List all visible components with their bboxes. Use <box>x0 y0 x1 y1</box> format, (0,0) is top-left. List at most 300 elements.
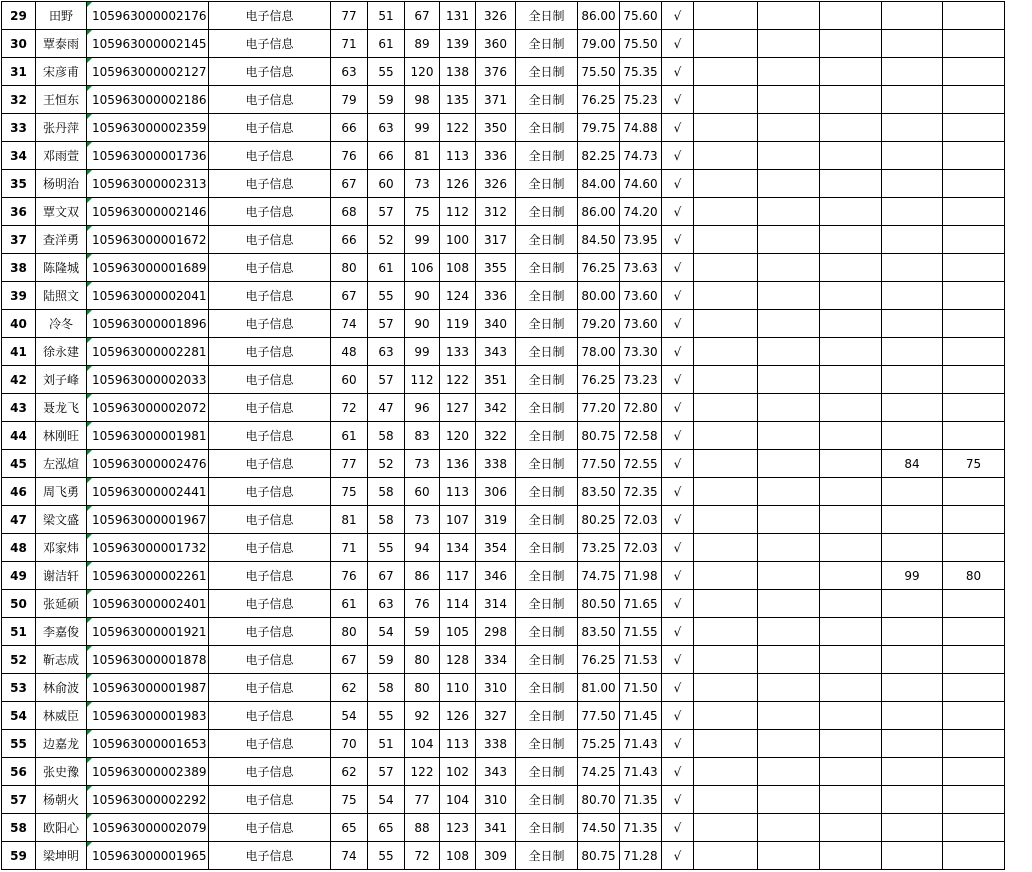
cell-row-number[interactable]: 39 <box>2 282 36 310</box>
cell-empty[interactable] <box>694 814 758 842</box>
cell-empty[interactable] <box>820 646 882 674</box>
cell-score-1[interactable]: 62 <box>331 758 368 786</box>
cell-extra-2[interactable] <box>943 758 1005 786</box>
cell-total-score[interactable]: 319 <box>476 506 516 534</box>
cell-empty[interactable] <box>820 506 882 534</box>
cell-exam-id[interactable]: 105963000002186 <box>87 86 209 114</box>
cell-extra-1[interactable] <box>882 814 943 842</box>
cell-row-number[interactable]: 59 <box>2 842 36 870</box>
cell-row-number[interactable]: 40 <box>2 310 36 338</box>
cell-study-type[interactable]: 全日制 <box>516 506 578 534</box>
cell-extra-2[interactable] <box>943 198 1005 226</box>
cell-empty[interactable] <box>694 646 758 674</box>
cell-major[interactable]: 电子信息 <box>209 758 331 786</box>
cell-score-1[interactable]: 65 <box>331 814 368 842</box>
cell-score-2[interactable]: 51 <box>368 730 405 758</box>
cell-extra-1[interactable] <box>882 478 943 506</box>
cell-score-4[interactable]: 139 <box>440 30 476 58</box>
cell-score-1[interactable]: 60 <box>331 366 368 394</box>
cell-score-4[interactable]: 114 <box>440 590 476 618</box>
cell-extra-1[interactable]: 84 <box>882 450 943 478</box>
cell-score-1[interactable]: 67 <box>331 646 368 674</box>
cell-score-3[interactable]: 77 <box>405 786 440 814</box>
cell-empty[interactable] <box>820 142 882 170</box>
cell-exam-id[interactable]: 105963000001878 <box>87 646 209 674</box>
cell-empty[interactable] <box>694 842 758 870</box>
cell-score-3[interactable]: 122 <box>405 758 440 786</box>
cell-score-1[interactable]: 54 <box>331 702 368 730</box>
cell-score-1[interactable]: 68 <box>331 198 368 226</box>
cell-study-type[interactable]: 全日制 <box>516 170 578 198</box>
cell-total-score[interactable]: 343 <box>476 758 516 786</box>
cell-interview-score[interactable]: 80.70 <box>578 786 620 814</box>
cell-score-3[interactable]: 60 <box>405 478 440 506</box>
cell-score-3[interactable]: 99 <box>405 114 440 142</box>
cell-empty[interactable] <box>694 758 758 786</box>
cell-extra-2[interactable] <box>943 58 1005 86</box>
cell-empty[interactable] <box>758 366 820 394</box>
cell-score-2[interactable]: 58 <box>368 506 405 534</box>
cell-score-3[interactable]: 90 <box>405 310 440 338</box>
cell-name[interactable]: 徐永建 <box>36 338 87 366</box>
cell-score-2[interactable]: 58 <box>368 674 405 702</box>
cell-extra-1[interactable] <box>882 506 943 534</box>
cell-row-number[interactable]: 51 <box>2 618 36 646</box>
cell-check-mark[interactable]: √ <box>662 534 694 562</box>
cell-total-score[interactable]: 312 <box>476 198 516 226</box>
cell-empty[interactable] <box>694 478 758 506</box>
cell-final-score[interactable]: 72.58 <box>620 422 662 450</box>
cell-extra-1[interactable] <box>882 786 943 814</box>
cell-score-3[interactable]: 73 <box>405 506 440 534</box>
cell-empty[interactable] <box>758 282 820 310</box>
cell-score-4[interactable]: 112 <box>440 198 476 226</box>
cell-study-type[interactable]: 全日制 <box>516 674 578 702</box>
cell-empty[interactable] <box>758 478 820 506</box>
cell-score-2[interactable]: 61 <box>368 254 405 282</box>
cell-score-2[interactable]: 55 <box>368 534 405 562</box>
cell-major[interactable]: 电子信息 <box>209 786 331 814</box>
cell-total-score[interactable]: 341 <box>476 814 516 842</box>
cell-extra-1[interactable] <box>882 422 943 450</box>
cell-score-3[interactable]: 106 <box>405 254 440 282</box>
cell-major[interactable]: 电子信息 <box>209 58 331 86</box>
cell-final-score[interactable]: 73.60 <box>620 310 662 338</box>
cell-empty[interactable] <box>694 142 758 170</box>
cell-extra-2[interactable] <box>943 226 1005 254</box>
cell-major[interactable]: 电子信息 <box>209 730 331 758</box>
cell-study-type[interactable]: 全日制 <box>516 282 578 310</box>
cell-name[interactable]: 林刚旺 <box>36 422 87 450</box>
cell-empty[interactable] <box>758 142 820 170</box>
cell-row-number[interactable]: 46 <box>2 478 36 506</box>
cell-empty[interactable] <box>758 590 820 618</box>
cell-score-3[interactable]: 81 <box>405 142 440 170</box>
cell-exam-id[interactable]: 105963000001981 <box>87 422 209 450</box>
cell-study-type[interactable]: 全日制 <box>516 254 578 282</box>
cell-extra-2[interactable] <box>943 142 1005 170</box>
cell-score-2[interactable]: 63 <box>368 590 405 618</box>
cell-empty[interactable] <box>758 170 820 198</box>
cell-check-mark[interactable]: √ <box>662 310 694 338</box>
cell-score-2[interactable]: 65 <box>368 814 405 842</box>
cell-exam-id[interactable]: 105963000002313 <box>87 170 209 198</box>
cell-interview-score[interactable]: 82.25 <box>578 142 620 170</box>
cell-study-type[interactable]: 全日制 <box>516 478 578 506</box>
cell-exam-id[interactable]: 105963000002079 <box>87 814 209 842</box>
cell-study-type[interactable]: 全日制 <box>516 534 578 562</box>
cell-major[interactable]: 电子信息 <box>209 114 331 142</box>
cell-name[interactable]: 边嘉龙 <box>36 730 87 758</box>
cell-score-2[interactable]: 59 <box>368 86 405 114</box>
cell-check-mark[interactable]: √ <box>662 814 694 842</box>
cell-empty[interactable] <box>820 282 882 310</box>
cell-empty[interactable] <box>758 114 820 142</box>
cell-score-1[interactable]: 74 <box>331 842 368 870</box>
cell-row-number[interactable]: 30 <box>2 30 36 58</box>
cell-empty[interactable] <box>758 842 820 870</box>
cell-score-2[interactable]: 63 <box>368 114 405 142</box>
cell-exam-id[interactable]: 105963000001921 <box>87 618 209 646</box>
cell-score-3[interactable]: 120 <box>405 58 440 86</box>
cell-major[interactable]: 电子信息 <box>209 366 331 394</box>
cell-score-2[interactable]: 63 <box>368 338 405 366</box>
cell-interview-score[interactable]: 79.75 <box>578 114 620 142</box>
cell-empty[interactable] <box>758 86 820 114</box>
cell-empty[interactable] <box>820 366 882 394</box>
cell-score-2[interactable]: 57 <box>368 758 405 786</box>
cell-empty[interactable] <box>758 422 820 450</box>
cell-score-3[interactable]: 59 <box>405 618 440 646</box>
cell-major[interactable]: 电子信息 <box>209 842 331 870</box>
cell-final-score[interactable]: 71.35 <box>620 814 662 842</box>
cell-exam-id[interactable]: 105963000001689 <box>87 254 209 282</box>
cell-score-4[interactable]: 136 <box>440 450 476 478</box>
cell-row-number[interactable]: 55 <box>2 730 36 758</box>
cell-empty[interactable] <box>694 534 758 562</box>
cell-score-1[interactable]: 61 <box>331 422 368 450</box>
cell-name[interactable]: 梁文盛 <box>36 506 87 534</box>
cell-final-score[interactable]: 73.95 <box>620 226 662 254</box>
cell-score-1[interactable]: 77 <box>331 2 368 30</box>
cell-name[interactable]: 张史豫 <box>36 758 87 786</box>
cell-check-mark[interactable]: √ <box>662 758 694 786</box>
cell-extra-2[interactable] <box>943 254 1005 282</box>
cell-check-mark[interactable]: √ <box>662 58 694 86</box>
cell-score-2[interactable]: 55 <box>368 842 405 870</box>
cell-empty[interactable] <box>758 254 820 282</box>
cell-exam-id[interactable]: 105963000001983 <box>87 702 209 730</box>
cell-name[interactable]: 覃文双 <box>36 198 87 226</box>
cell-score-4[interactable]: 102 <box>440 758 476 786</box>
cell-empty[interactable] <box>694 366 758 394</box>
cell-study-type[interactable]: 全日制 <box>516 786 578 814</box>
cell-interview-score[interactable]: 80.00 <box>578 282 620 310</box>
cell-check-mark[interactable]: √ <box>662 842 694 870</box>
cell-empty[interactable] <box>694 338 758 366</box>
cell-final-score[interactable]: 71.43 <box>620 758 662 786</box>
cell-major[interactable]: 电子信息 <box>209 534 331 562</box>
cell-extra-1[interactable] <box>882 394 943 422</box>
cell-interview-score[interactable]: 80.25 <box>578 506 620 534</box>
cell-empty[interactable] <box>694 562 758 590</box>
cell-score-4[interactable]: 107 <box>440 506 476 534</box>
cell-score-1[interactable]: 71 <box>331 534 368 562</box>
cell-score-3[interactable]: 99 <box>405 338 440 366</box>
cell-empty[interactable] <box>758 30 820 58</box>
cell-extra-2[interactable] <box>943 114 1005 142</box>
cell-score-2[interactable]: 55 <box>368 58 405 86</box>
cell-interview-score[interactable]: 76.25 <box>578 254 620 282</box>
cell-interview-score[interactable]: 80.75 <box>578 422 620 450</box>
cell-extra-1[interactable] <box>882 86 943 114</box>
cell-extra-2[interactable] <box>943 310 1005 338</box>
cell-empty[interactable] <box>820 674 882 702</box>
cell-final-score[interactable]: 71.55 <box>620 618 662 646</box>
cell-name[interactable]: 杨明治 <box>36 170 87 198</box>
cell-final-score[interactable]: 75.35 <box>620 58 662 86</box>
cell-exam-id[interactable]: 105963000002359 <box>87 114 209 142</box>
cell-score-3[interactable]: 90 <box>405 282 440 310</box>
cell-check-mark[interactable]: √ <box>662 142 694 170</box>
cell-extra-1[interactable] <box>882 842 943 870</box>
cell-name[interactable]: 欧阳心 <box>36 814 87 842</box>
cell-extra-2[interactable] <box>943 814 1005 842</box>
cell-empty[interactable] <box>820 58 882 86</box>
cell-score-3[interactable]: 88 <box>405 814 440 842</box>
cell-score-2[interactable]: 55 <box>368 282 405 310</box>
cell-check-mark[interactable]: √ <box>662 254 694 282</box>
cell-score-4[interactable]: 100 <box>440 226 476 254</box>
cell-score-2[interactable]: 51 <box>368 2 405 30</box>
cell-major[interactable]: 电子信息 <box>209 506 331 534</box>
cell-extra-2[interactable] <box>943 842 1005 870</box>
cell-exam-id[interactable]: 105963000001672 <box>87 226 209 254</box>
cell-total-score[interactable]: 298 <box>476 618 516 646</box>
cell-check-mark[interactable]: √ <box>662 450 694 478</box>
cell-score-3[interactable]: 72 <box>405 842 440 870</box>
cell-name[interactable]: 覃泰雨 <box>36 30 87 58</box>
cell-score-1[interactable]: 81 <box>331 506 368 534</box>
cell-interview-score[interactable]: 75.25 <box>578 730 620 758</box>
cell-extra-1[interactable] <box>882 534 943 562</box>
cell-row-number[interactable]: 58 <box>2 814 36 842</box>
cell-extra-1[interactable] <box>882 646 943 674</box>
cell-score-3[interactable]: 83 <box>405 422 440 450</box>
cell-empty[interactable] <box>694 86 758 114</box>
cell-extra-1[interactable] <box>882 30 943 58</box>
cell-empty[interactable] <box>694 506 758 534</box>
cell-empty[interactable] <box>694 170 758 198</box>
cell-empty[interactable] <box>820 30 882 58</box>
cell-study-type[interactable]: 全日制 <box>516 562 578 590</box>
cell-score-2[interactable]: 55 <box>368 702 405 730</box>
cell-study-type[interactable]: 全日制 <box>516 366 578 394</box>
cell-score-3[interactable]: 112 <box>405 366 440 394</box>
cell-score-1[interactable]: 74 <box>331 310 368 338</box>
cell-row-number[interactable]: 50 <box>2 590 36 618</box>
cell-interview-score[interactable]: 74.50 <box>578 814 620 842</box>
cell-extra-2[interactable] <box>943 394 1005 422</box>
cell-major[interactable]: 电子信息 <box>209 254 331 282</box>
cell-empty[interactable] <box>758 198 820 226</box>
cell-final-score[interactable]: 71.98 <box>620 562 662 590</box>
cell-score-2[interactable]: 57 <box>368 366 405 394</box>
cell-total-score[interactable]: 350 <box>476 114 516 142</box>
cell-total-score[interactable]: 336 <box>476 282 516 310</box>
cell-row-number[interactable]: 48 <box>2 534 36 562</box>
cell-score-4[interactable]: 126 <box>440 702 476 730</box>
cell-total-score[interactable]: 338 <box>476 450 516 478</box>
cell-total-score[interactable]: 314 <box>476 590 516 618</box>
cell-total-score[interactable]: 327 <box>476 702 516 730</box>
cell-score-4[interactable]: 138 <box>440 58 476 86</box>
cell-score-2[interactable]: 47 <box>368 394 405 422</box>
cell-extra-2[interactable] <box>943 786 1005 814</box>
cell-empty[interactable] <box>820 198 882 226</box>
cell-study-type[interactable]: 全日制 <box>516 646 578 674</box>
cell-study-type[interactable]: 全日制 <box>516 226 578 254</box>
cell-interview-score[interactable]: 86.00 <box>578 2 620 30</box>
cell-score-4[interactable]: 108 <box>440 254 476 282</box>
cell-score-3[interactable]: 73 <box>405 170 440 198</box>
cell-empty[interactable] <box>758 730 820 758</box>
cell-score-1[interactable]: 77 <box>331 450 368 478</box>
cell-score-3[interactable]: 92 <box>405 702 440 730</box>
cell-empty[interactable] <box>694 2 758 30</box>
cell-exam-id[interactable]: 105963000002292 <box>87 786 209 814</box>
cell-empty[interactable] <box>694 450 758 478</box>
cell-extra-1[interactable] <box>882 674 943 702</box>
cell-major[interactable]: 电子信息 <box>209 86 331 114</box>
cell-score-4[interactable]: 122 <box>440 114 476 142</box>
cell-check-mark[interactable]: √ <box>662 478 694 506</box>
cell-extra-1[interactable] <box>882 254 943 282</box>
cell-score-1[interactable]: 67 <box>331 282 368 310</box>
cell-final-score[interactable]: 73.60 <box>620 282 662 310</box>
cell-score-2[interactable]: 61 <box>368 30 405 58</box>
cell-name[interactable]: 查洋勇 <box>36 226 87 254</box>
cell-score-4[interactable]: 122 <box>440 366 476 394</box>
cell-score-2[interactable]: 57 <box>368 198 405 226</box>
cell-extra-2[interactable]: 80 <box>943 562 1005 590</box>
cell-major[interactable]: 电子信息 <box>209 814 331 842</box>
cell-total-score[interactable]: 340 <box>476 310 516 338</box>
cell-score-1[interactable]: 76 <box>331 142 368 170</box>
cell-major[interactable]: 电子信息 <box>209 198 331 226</box>
cell-study-type[interactable]: 全日制 <box>516 30 578 58</box>
cell-exam-id[interactable]: 105963000001987 <box>87 674 209 702</box>
cell-score-3[interactable]: 89 <box>405 30 440 58</box>
cell-total-score[interactable]: 342 <box>476 394 516 422</box>
cell-major[interactable]: 电子信息 <box>209 310 331 338</box>
cell-final-score[interactable]: 71.28 <box>620 842 662 870</box>
cell-empty[interactable] <box>694 226 758 254</box>
cell-final-score[interactable]: 72.03 <box>620 534 662 562</box>
cell-score-4[interactable]: 104 <box>440 786 476 814</box>
cell-row-number[interactable]: 45 <box>2 450 36 478</box>
cell-extra-2[interactable] <box>943 170 1005 198</box>
cell-interview-score[interactable]: 76.25 <box>578 366 620 394</box>
cell-extra-2[interactable] <box>943 2 1005 30</box>
cell-interview-score[interactable]: 80.75 <box>578 842 620 870</box>
cell-extra-2[interactable] <box>943 618 1005 646</box>
cell-empty[interactable] <box>758 702 820 730</box>
cell-total-score[interactable]: 306 <box>476 478 516 506</box>
cell-exam-id[interactable]: 105963000002281 <box>87 338 209 366</box>
cell-empty[interactable] <box>694 310 758 338</box>
cell-empty[interactable] <box>820 2 882 30</box>
cell-name[interactable]: 梁坤明 <box>36 842 87 870</box>
cell-exam-id[interactable]: 105963000001967 <box>87 506 209 534</box>
cell-extra-1[interactable] <box>882 310 943 338</box>
cell-score-4[interactable]: 123 <box>440 814 476 842</box>
cell-study-type[interactable]: 全日制 <box>516 730 578 758</box>
cell-empty[interactable] <box>820 114 882 142</box>
cell-score-2[interactable]: 60 <box>368 170 405 198</box>
cell-extra-1[interactable] <box>882 618 943 646</box>
cell-study-type[interactable]: 全日制 <box>516 2 578 30</box>
cell-empty[interactable] <box>820 842 882 870</box>
cell-empty[interactable] <box>758 758 820 786</box>
cell-study-type[interactable]: 全日制 <box>516 758 578 786</box>
cell-extra-1[interactable] <box>882 702 943 730</box>
cell-major[interactable]: 电子信息 <box>209 450 331 478</box>
cell-extra-2[interactable] <box>943 366 1005 394</box>
cell-empty[interactable] <box>820 226 882 254</box>
cell-final-score[interactable]: 74.60 <box>620 170 662 198</box>
cell-extra-1[interactable] <box>882 590 943 618</box>
cell-empty[interactable] <box>820 730 882 758</box>
cell-score-1[interactable]: 71 <box>331 30 368 58</box>
cell-check-mark[interactable]: √ <box>662 226 694 254</box>
cell-empty[interactable] <box>758 814 820 842</box>
cell-interview-score[interactable]: 78.00 <box>578 338 620 366</box>
cell-score-4[interactable]: 110 <box>440 674 476 702</box>
cell-exam-id[interactable]: 105963000001732 <box>87 534 209 562</box>
cell-interview-score[interactable]: 73.25 <box>578 534 620 562</box>
cell-extra-2[interactable] <box>943 702 1005 730</box>
cell-name[interactable]: 宋彦甫 <box>36 58 87 86</box>
cell-empty[interactable] <box>758 534 820 562</box>
cell-name[interactable]: 周飞勇 <box>36 478 87 506</box>
cell-row-number[interactable]: 42 <box>2 366 36 394</box>
cell-study-type[interactable]: 全日制 <box>516 142 578 170</box>
cell-final-score[interactable]: 71.50 <box>620 674 662 702</box>
cell-score-4[interactable]: 124 <box>440 282 476 310</box>
cell-row-number[interactable]: 54 <box>2 702 36 730</box>
cell-empty[interactable] <box>758 674 820 702</box>
cell-study-type[interactable]: 全日制 <box>516 394 578 422</box>
cell-major[interactable]: 电子信息 <box>209 422 331 450</box>
cell-major[interactable]: 电子信息 <box>209 142 331 170</box>
cell-name[interactable]: 林俞波 <box>36 674 87 702</box>
cell-row-number[interactable]: 57 <box>2 786 36 814</box>
cell-name[interactable]: 邓家炜 <box>36 534 87 562</box>
cell-exam-id[interactable]: 105963000002176 <box>87 2 209 30</box>
cell-score-2[interactable]: 52 <box>368 226 405 254</box>
cell-interview-score[interactable]: 74.75 <box>578 562 620 590</box>
cell-exam-id[interactable]: 105963000001736 <box>87 142 209 170</box>
cell-exam-id[interactable]: 105963000002145 <box>87 30 209 58</box>
cell-study-type[interactable]: 全日制 <box>516 338 578 366</box>
cell-interview-score[interactable]: 76.25 <box>578 86 620 114</box>
cell-row-number[interactable]: 29 <box>2 2 36 30</box>
cell-check-mark[interactable]: √ <box>662 114 694 142</box>
cell-major[interactable]: 电子信息 <box>209 30 331 58</box>
cell-interview-score[interactable]: 83.50 <box>578 618 620 646</box>
cell-extra-2[interactable] <box>943 646 1005 674</box>
